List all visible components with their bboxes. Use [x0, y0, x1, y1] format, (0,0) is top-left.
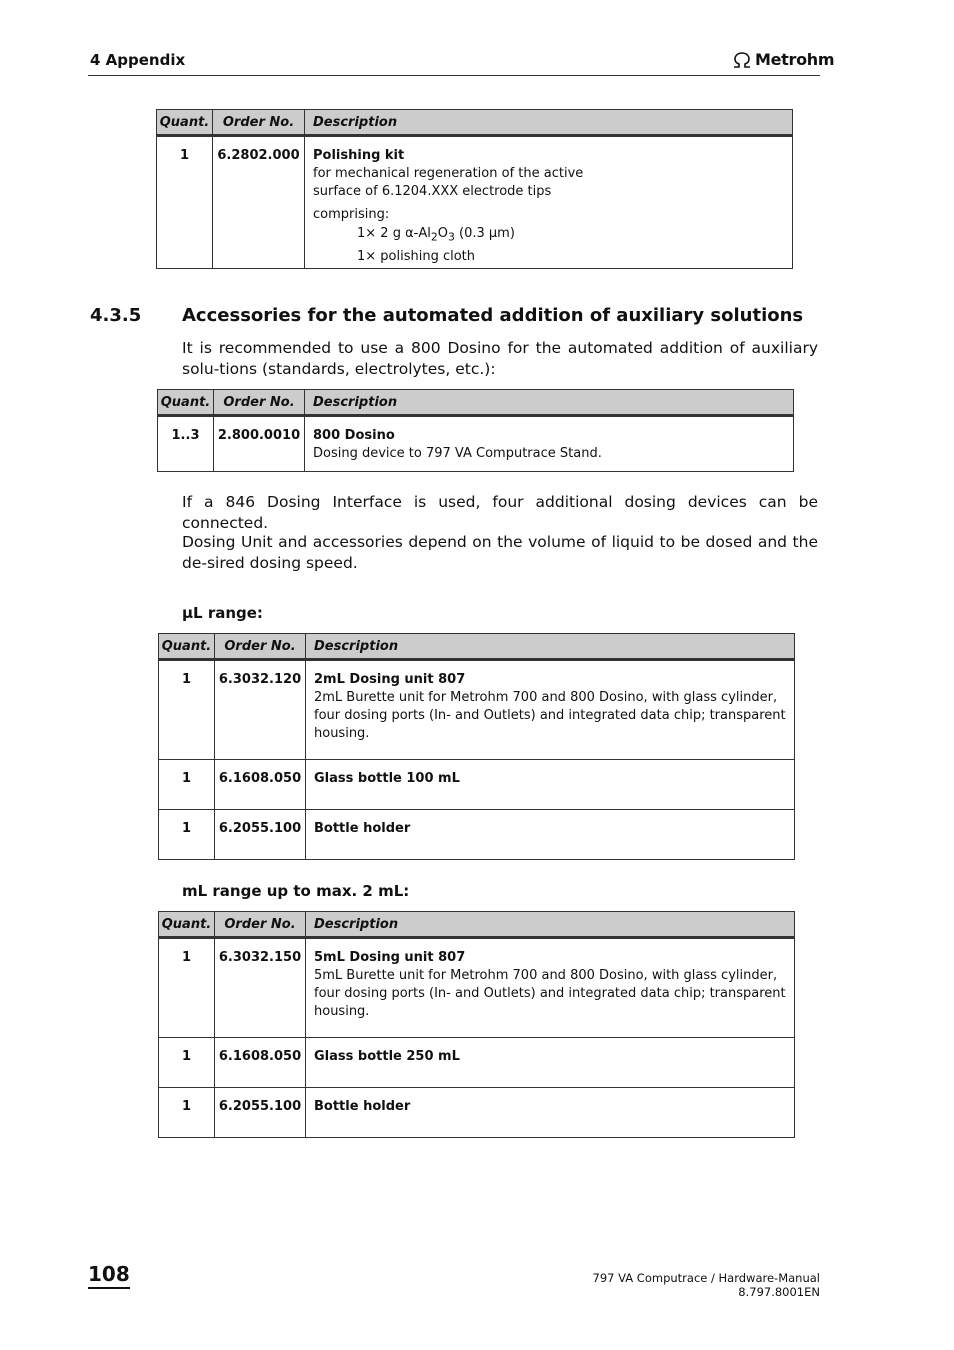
- item-title: Bottle holder: [314, 821, 411, 836]
- table-row: [157, 136, 793, 269]
- quant-cell: 1: [157, 136, 213, 269]
- item-title: Bottle holder: [314, 1099, 411, 1114]
- table-row: [159, 938, 795, 1038]
- item-title: 5mL Dosing unit 807: [314, 950, 466, 965]
- quant-cell: 1..3: [158, 416, 214, 472]
- col-order-no: Order No.: [215, 634, 306, 660]
- item-title: Glass bottle 250 mL: [314, 1049, 460, 1064]
- col-order-no: Order No.: [214, 390, 305, 416]
- col-description: Description: [306, 912, 795, 938]
- order-no-cell: 6.2802.000: [213, 136, 305, 269]
- order-no-cell: 6.1608.050: [215, 1038, 306, 1088]
- quant-cell: 1: [159, 938, 215, 1038]
- col-quant: Quant.: [157, 110, 213, 136]
- running-header-section: 4 Appendix: [90, 51, 186, 69]
- dosino-table: [157, 389, 794, 472]
- polishing-kit-table: [156, 109, 793, 269]
- item-desc: 5mL Burette unit for Metrohm 700 and 800 Dosino, with glass cylinder, four dosing ports (In- and Outlets) and integrated data chip; transparent housing.: [314, 968, 786, 1019]
- description-cell: [306, 810, 795, 860]
- brand-logo: [732, 50, 834, 69]
- quant-cell: 1: [159, 810, 215, 860]
- description-cell: [305, 136, 793, 269]
- order-no-cell: 2.800.0010: [214, 416, 305, 472]
- col-quant: Quant.: [159, 912, 215, 938]
- col-quant: Quant.: [159, 634, 215, 660]
- dosing-interface-note: If a 846 Dosing Interface is used, four additional dosing devices can be connected.: [182, 493, 818, 532]
- ul-range-table: [158, 633, 795, 860]
- header-rule: [88, 75, 820, 76]
- page-number: 108: [88, 1262, 130, 1289]
- table-row: [158, 416, 794, 472]
- section-number: 4.3.5: [90, 305, 142, 326]
- ml-range-label: mL range up to max. 2 mL:: [182, 882, 410, 900]
- section-title: Accessories for the automated addition of auxiliary solutions: [182, 305, 804, 326]
- description-cell: [306, 760, 795, 810]
- item-title: 2mL Dosing unit 807: [314, 672, 466, 687]
- table-row: [159, 760, 795, 810]
- quant-cell: 1: [159, 760, 215, 810]
- ml-range-table: [158, 911, 795, 1138]
- kit-item-alumina: 1× 2 g $\alpha-Al_2O_3$ (0.3 μm): [357, 226, 515, 244]
- table-row: [159, 660, 795, 760]
- quant-cell: 1: [159, 1038, 215, 1088]
- description-cell: [306, 1038, 795, 1088]
- order-no-cell: 6.2055.100: [215, 1088, 306, 1138]
- description-cell: [306, 938, 795, 1038]
- order-no-cell: 6.1608.050: [215, 760, 306, 810]
- item-desc: Dosing device to 797 VA Computrace Stand.: [313, 446, 602, 461]
- quant-cell: 1: [159, 660, 215, 760]
- brand-name: Metrohm: [755, 50, 835, 69]
- section-intro: It is recommended to use a 800 Dosino for the automated addition of auxiliary solu-tions (standards, electrolytes, etc.):: [182, 339, 818, 378]
- item-title: 800 Dosino: [313, 428, 395, 443]
- item-title: Glass bottle 100 mL: [314, 771, 460, 786]
- col-description: Description: [306, 634, 795, 660]
- col-order-no: Order No.: [213, 110, 305, 136]
- order-no-cell: 6.3032.120: [215, 660, 306, 760]
- col-description: Description: [305, 110, 793, 136]
- dosing-unit-note: Dosing Unit and accessories depend on the volume of liquid to be dosed and the de-sired dosing speed.: [182, 533, 818, 572]
- table-row: [159, 1088, 795, 1138]
- kit-item-cloth: 1× polishing cloth: [357, 248, 476, 264]
- item-desc-line2: surface of 6.1204.XXX electrode tips: [313, 184, 552, 199]
- table-row: [159, 1038, 795, 1088]
- quant-cell: 1: [159, 1088, 215, 1138]
- col-order-no: Order No.: [215, 912, 306, 938]
- metrohm-omega-icon: [732, 52, 752, 68]
- ul-range-label: µL range:: [182, 604, 263, 622]
- comprising-label: comprising:: [313, 207, 390, 222]
- description-cell: [306, 660, 795, 760]
- order-no-cell: 6.2055.100: [215, 810, 306, 860]
- col-description: Description: [305, 390, 794, 416]
- col-quant: Quant.: [158, 390, 214, 416]
- item-desc: 2mL Burette unit for Metrohm 700 and 800 Dosino, with glass cylinder, four dosing ports (In- and Outlets) and integrated data chip; transparent housing.: [314, 690, 786, 741]
- description-cell: [305, 416, 794, 472]
- item-title: Polishing kit: [313, 148, 405, 163]
- footer-doc-id: 797 VA Computrace / Hardware-Manual 8.797.8001EN: [592, 1271, 820, 1299]
- order-no-cell: 6.3032.150: [215, 938, 306, 1038]
- item-desc-line1: for mechanical regeneration of the active: [313, 166, 584, 181]
- description-cell: [306, 1088, 795, 1138]
- table-row: [159, 810, 795, 860]
